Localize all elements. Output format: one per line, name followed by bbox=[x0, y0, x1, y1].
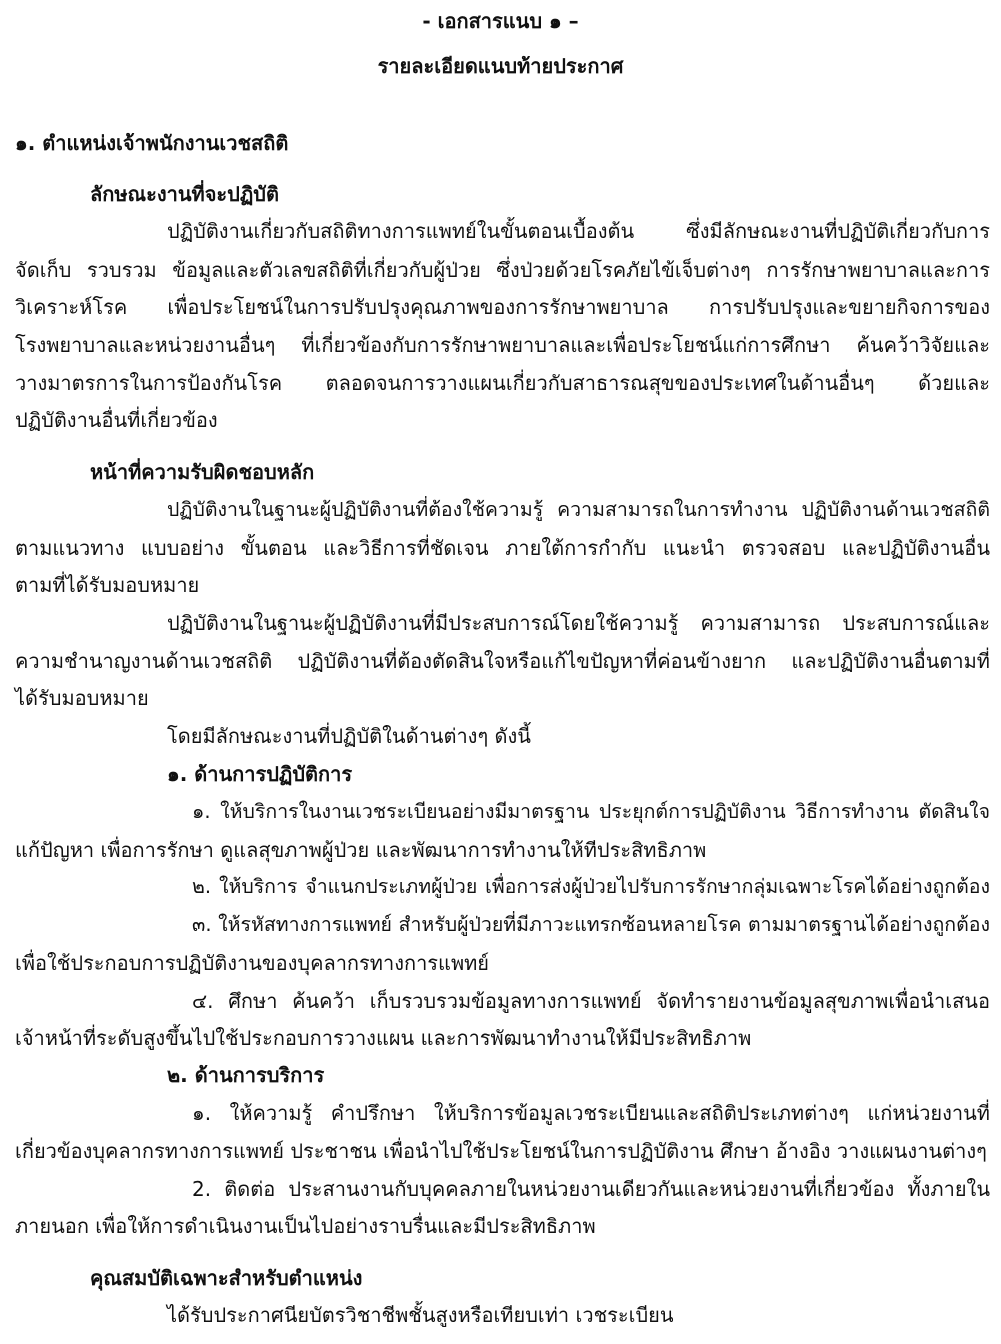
responsibility-line: ปฏิบัติงานในฐานะผู้ปฏิบัติงานที่มีประสบการณ์โดยใช้ความรู้ ความสามารถ ประสบการณ์และ bbox=[167, 611, 990, 635]
job-nature-heading: ลักษณะงานที่จะปฏิบัติ bbox=[90, 182, 279, 206]
services-item-line: 2. ติดต่อ ประสานงานกับบุคคลภายในหน่วยงานเดียวกันและหน่วยงานที่เกี่ยวข้อง ทั้งภายใน bbox=[192, 1177, 990, 1201]
responsibilities-heading: หน้าที่ความรับผิดชอบหลัก bbox=[90, 460, 315, 484]
operations-item-line: แก้ปัญหา เพื่อการรักษา ดูแลสุขภาพผู้ป่วย และพัฒนาการทำงานให้ทีประสิทธิภาพ bbox=[15, 838, 707, 862]
operations-item-line: ๔. ศึกษา ค้นคว้า เก็บรวบรวมข้อมูลทางการแพทย์ จัดทำรายงานข้อมูลสุขภาพเพื่อนำเสนอ bbox=[192, 989, 990, 1013]
job-nature-line: ปฏิบัติงานเกี่ยวกับสถิติทางการแพทย์ในขั้นตอนเบื้องต้น ซึ่งมีลักษณะงานที่ปฏิบัติเกี่ยวกับการ bbox=[167, 219, 990, 243]
qualifications-line: ได้รับประกาศนียบัตรวิชาชีพชั้นสูงหรือเทียบเท่า เวชระเบียน bbox=[167, 1303, 674, 1327]
document-title: รายละเอียดแนบท้ายประกาศ bbox=[377, 54, 624, 78]
position-heading: ๑. ตำแหน่งเจ้าพนักงานเวชสถิติ bbox=[15, 131, 289, 155]
operations-item-line: เจ้าหน้าที่ระดับสูงขึ้นไปใช้ประกอบการวางแผน และการพัฒนาทำงานให้มีประสิทธิภาพ bbox=[15, 1026, 752, 1050]
attachment-label: - เอกสารแนบ ๑ – bbox=[422, 9, 579, 33]
services-item-line: ๑. ให้ความรู้ คำปรึกษา ให้บริการข้อมูลเวชระเบียนและสถิติประเภทต่างๆ แก่หน่วยงานที่ bbox=[192, 1101, 990, 1125]
services-item-line: ภายนอก เพื่อให้การดำเนินงานเป็นไปอย่างราบรื่นและมีประสิทธิภาพ bbox=[15, 1214, 596, 1238]
operations-heading: ๑. ด้านการปฏิบัติการ bbox=[167, 762, 353, 786]
services-heading: ๒. ด้านการบริการ bbox=[167, 1063, 325, 1087]
responsibility-line: ความชำนาญงานด้านเวชสถิติ ปฏิบัติงานที่ต้องตัดสินใจหรือแก้ไขปัญหาที่ค่อนข้างยาก และปฏิบัติงานอื่นตามที่ bbox=[15, 649, 990, 673]
job-nature-line: ปฏิบัติงานอื่นที่เกี่ยวข้อง bbox=[15, 408, 218, 432]
services-item-line: เกี่ยวข้องบุคลากรทางการแพทย์ ประชาชน เพื่อนำไปใช้ประโยชน์ในการปฏิบัติงาน ศึกษา อ้างอิง วางแผนงานต่างๆ bbox=[15, 1139, 987, 1163]
job-nature-line: จัดเก็บ รวบรวม ข้อมูลและตัวเลขสถิติที่เกี่ยวกับผู้ป่วย ซึ่งป่วยด้วยโรคภัยไข้เจ็บต่างๆ การรักษาพยาบาลและการ bbox=[15, 258, 990, 282]
responsibility-line: ตามแนวทาง แบบอย่าง ขั้นตอน และวิธีการที่ชัดเจน ภายใต้การกำกับ แนะนำ ตรวจสอบ และปฏิบัติงานอื่น bbox=[15, 536, 990, 560]
job-nature-line: วิเคราะห์โรค เพื่อประโยชน์ในการปรับปรุงคุณภาพของการรักษาพยาบาล การปรับปรุงและขยายกิจการของ bbox=[15, 295, 990, 319]
qualifications-heading: คุณสมบัติเฉพาะสำหรับตำแหน่ง bbox=[90, 1266, 363, 1290]
job-nature-line: โรงพยาบาลและหน่วยงานอื่นๆ ที่เกี่ยวข้องกับการรักษาพยาบาลและเพื่อประโยชน์แก่การศึกษา ค้นคว้าวิจัยและ bbox=[15, 333, 990, 357]
operations-item-line: เพื่อใช้ประกอบการปฏิบัติงานของบุคลากรทางการแพทย์ bbox=[15, 951, 490, 975]
operations-item-line: ๓. ให้รหัสทางการแพทย์ สำหรับผู้ป่วยที่มีภาวะแทรกซ้อนหลายโรค ตามมาตรฐานได้อย่างถูกต้อง bbox=[192, 913, 990, 936]
job-nature-line: วางมาตรการในการป้องกันโรค ตลอดจนการวางแผนเกี่ยวกับสาธารณสุขของประเทศในด้านอื่นๆ ด้วยและ bbox=[15, 371, 990, 395]
responsibility-line: ตามที่ได้รับมอบหมาย bbox=[15, 573, 200, 597]
responsibilities-intro: โดยมีลักษณะงานที่ปฏิบัติในด้านต่างๆ ดังนี้ bbox=[167, 724, 531, 748]
operations-item-line: ๒. ให้บริการ จำแนกประเภทผู้ป่วย เพื่อการส่งผู้ป่วยไปรับการรักษากลุ่มเฉพาะโรคได้อย่างถูกต้อง bbox=[192, 875, 990, 898]
responsibility-line: ปฏิบัติงานในฐานะผู้ปฏิบัติงานที่ต้องใช้ความรู้ ความสามารถในการทำงาน ปฏิบัติงานด้านเวชสถิติ bbox=[167, 498, 990, 521]
operations-item-line: ๑. ให้บริการในงานเวชระเบียนอย่างมีมาตรฐาน ประยุกต์การปฏิบัติงาน วิธีการทำงาน ตัดสินใจ bbox=[192, 800, 990, 823]
responsibility-line: ได้รับมอบหมาย bbox=[15, 686, 149, 710]
